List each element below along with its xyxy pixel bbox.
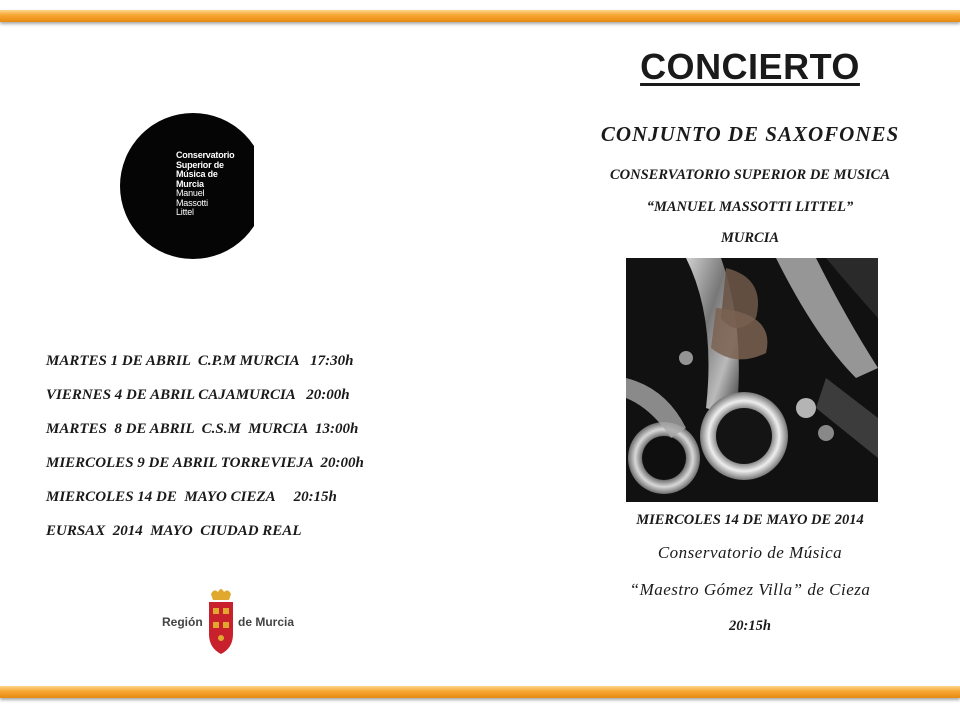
bottom-orange-bar — [0, 686, 960, 698]
conservatory-line: CONSERVATORIO SUPERIOR DE MUSICA — [609, 167, 891, 183]
region-crest-icon — [160, 580, 300, 660]
saxophone-illustration — [626, 258, 878, 502]
schedule-item: MARTES 1 DE ABRIL C.P.M MURCIA 17:30h — [46, 353, 354, 369]
svg-text:Región: Región — [162, 615, 203, 629]
concert-title: CONCIERTO — [640, 46, 860, 87]
concert-schedule — [46, 348, 506, 552]
featured-date: MIERCOLES 14 DE MAYO DE 2014 — [636, 512, 864, 528]
schedule-item: MARTES 8 DE ABRIL C.S.M MURCIA 13:00h — [46, 421, 359, 437]
region-de-murcia-logo — [160, 580, 300, 660]
conservatory-name-line: “MANUEL MASSOTTI LITTEL” — [646, 199, 854, 215]
saxophone-photo — [626, 258, 878, 502]
svg-text:de Murcia: de Murcia — [238, 615, 295, 629]
featured-time: 20:15h — [729, 618, 771, 634]
conservatory-logo-text: Conservatorio Superior de Música de Murcia Manuel Massotti Littel — [176, 150, 235, 217]
top-orange-bar — [0, 10, 960, 22]
schedule-item: EURSAX 2014 MAYO CIUDAD REAL — [46, 523, 302, 539]
featured-venue-line1: Conservatorio de Música — [657, 543, 843, 562]
schedule-item: MIERCOLES 14 DE MAYO CIEZA 20:15h — [46, 489, 337, 505]
schedule-item: VIERNES 4 DE ABRIL CAJAMURCIA 20:00h — [46, 387, 350, 403]
ensemble-name: CONJUNTO DE SAXOFONES — [600, 122, 900, 146]
conservatory-logo — [120, 113, 266, 259]
logo-crop-mask — [254, 110, 274, 266]
featured-venue-line2: “Maestro Gómez Villa” de Cieza — [629, 580, 871, 599]
schedule-item: MIERCOLES 9 DE ABRIL TORREVIEJA 20:00h — [46, 455, 364, 471]
city-line: MURCIA — [720, 230, 780, 246]
